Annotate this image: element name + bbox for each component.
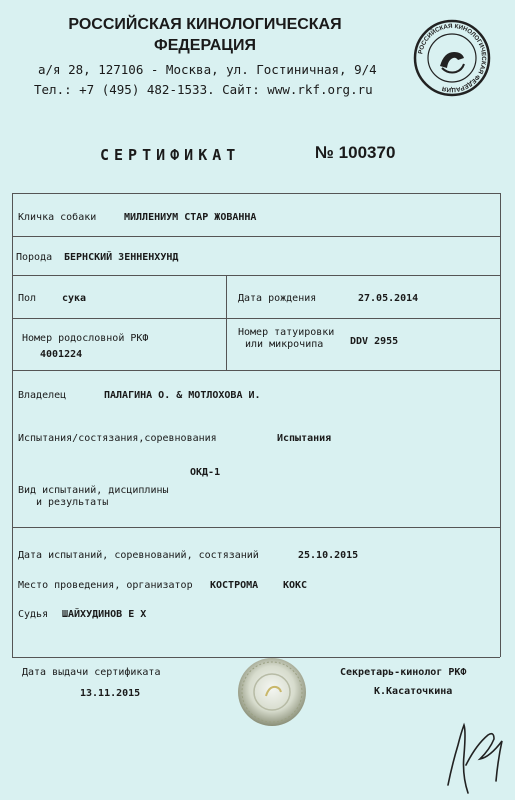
form-border-right — [500, 193, 501, 657]
test-kind-label-line1: Вид испытаний, дисциплины — [18, 485, 169, 496]
sex-value: сука — [62, 293, 87, 304]
pedigree-label: Номер родословной РКФ — [22, 333, 149, 344]
row-divider — [12, 318, 500, 319]
issue-date-value: 13.11.2015 — [80, 688, 141, 699]
seal-text: РОССИЙСКАЯ КИНОЛОГИЧЕСКАЯ ФЕДЕРАЦИЯ — [417, 22, 488, 94]
secretary-label: Секретарь-кинолог РКФ — [340, 667, 467, 678]
breed-label: Порода — [16, 252, 53, 263]
row-divider — [12, 236, 500, 237]
row-divider — [12, 527, 500, 528]
certificate-number: № 100370 — [315, 143, 396, 162]
tests-label: Испытания/состязания,соревнования — [18, 433, 217, 444]
place-value: КОСТРОМА — [210, 580, 259, 591]
tattoo-label-line2: или микрочипа — [245, 339, 324, 350]
dog-name-label: Кличка собаки — [18, 212, 97, 223]
pedigree-value: 4001224 — [40, 349, 83, 360]
row-divider — [12, 275, 500, 276]
birth-date-value: 27.05.2014 — [358, 293, 419, 304]
secretary-name: К.Касаточкина — [374, 686, 453, 697]
org-contacts: Тел.: +7 (495) 482-1533. Сайт: www.rkf.org.ru — [34, 82, 373, 97]
org-name-line2: ФЕДЕРАЦИЯ — [154, 37, 256, 54]
organizer-value: КОКС — [283, 580, 308, 591]
signature — [440, 705, 510, 795]
tattoo-value: DDV 2955 — [350, 336, 399, 347]
test-date-value: 25.10.2015 — [298, 550, 359, 561]
tattoo-label-line1: Номер татуировки — [238, 327, 335, 338]
sex-label: Пол — [18, 293, 37, 304]
tests-value: Испытания — [277, 433, 332, 444]
org-address: а/я 28, 127106 - Москва, ул. Гостиничная, 9/4 — [38, 62, 377, 77]
owner-value: ПАЛАГИНА О. & МОТЛОХОВА И. — [104, 390, 261, 401]
test-date-label: Дата испытаний, соревнований, состязаний — [18, 550, 259, 561]
test-kind-label-line2: и результаты — [36, 497, 109, 508]
form-border-top — [12, 193, 500, 194]
owner-label: Владелец — [18, 390, 67, 401]
rkf-seal-logo — [412, 18, 492, 98]
embossed-seal — [236, 656, 308, 728]
breed-value: БЕРНСКИЙ ЗЕННЕНХУНД — [64, 252, 179, 263]
issue-date-label: Дата выдачи сертификата — [22, 667, 161, 678]
test-kind-value: ОКД-1 — [190, 467, 221, 478]
judge-value: ШАЙХУДИНОВ Е Х — [62, 609, 147, 620]
org-name-line1: РОССИЙСКАЯ КИНОЛОГИЧЕСКАЯ — [68, 16, 342, 33]
form-border-left — [12, 193, 13, 657]
birth-date-label: Дата рождения — [238, 293, 317, 304]
certificate-title: СЕРТИФИКАТ — [100, 146, 241, 164]
column-divider — [226, 275, 227, 370]
row-divider — [12, 370, 500, 371]
dog-name-value: МИЛЛЕНИУМ СТАР ЖОВАННА — [124, 212, 257, 223]
place-label: Место проведения, организатор — [18, 580, 193, 591]
judge-label: Судья — [18, 609, 49, 620]
